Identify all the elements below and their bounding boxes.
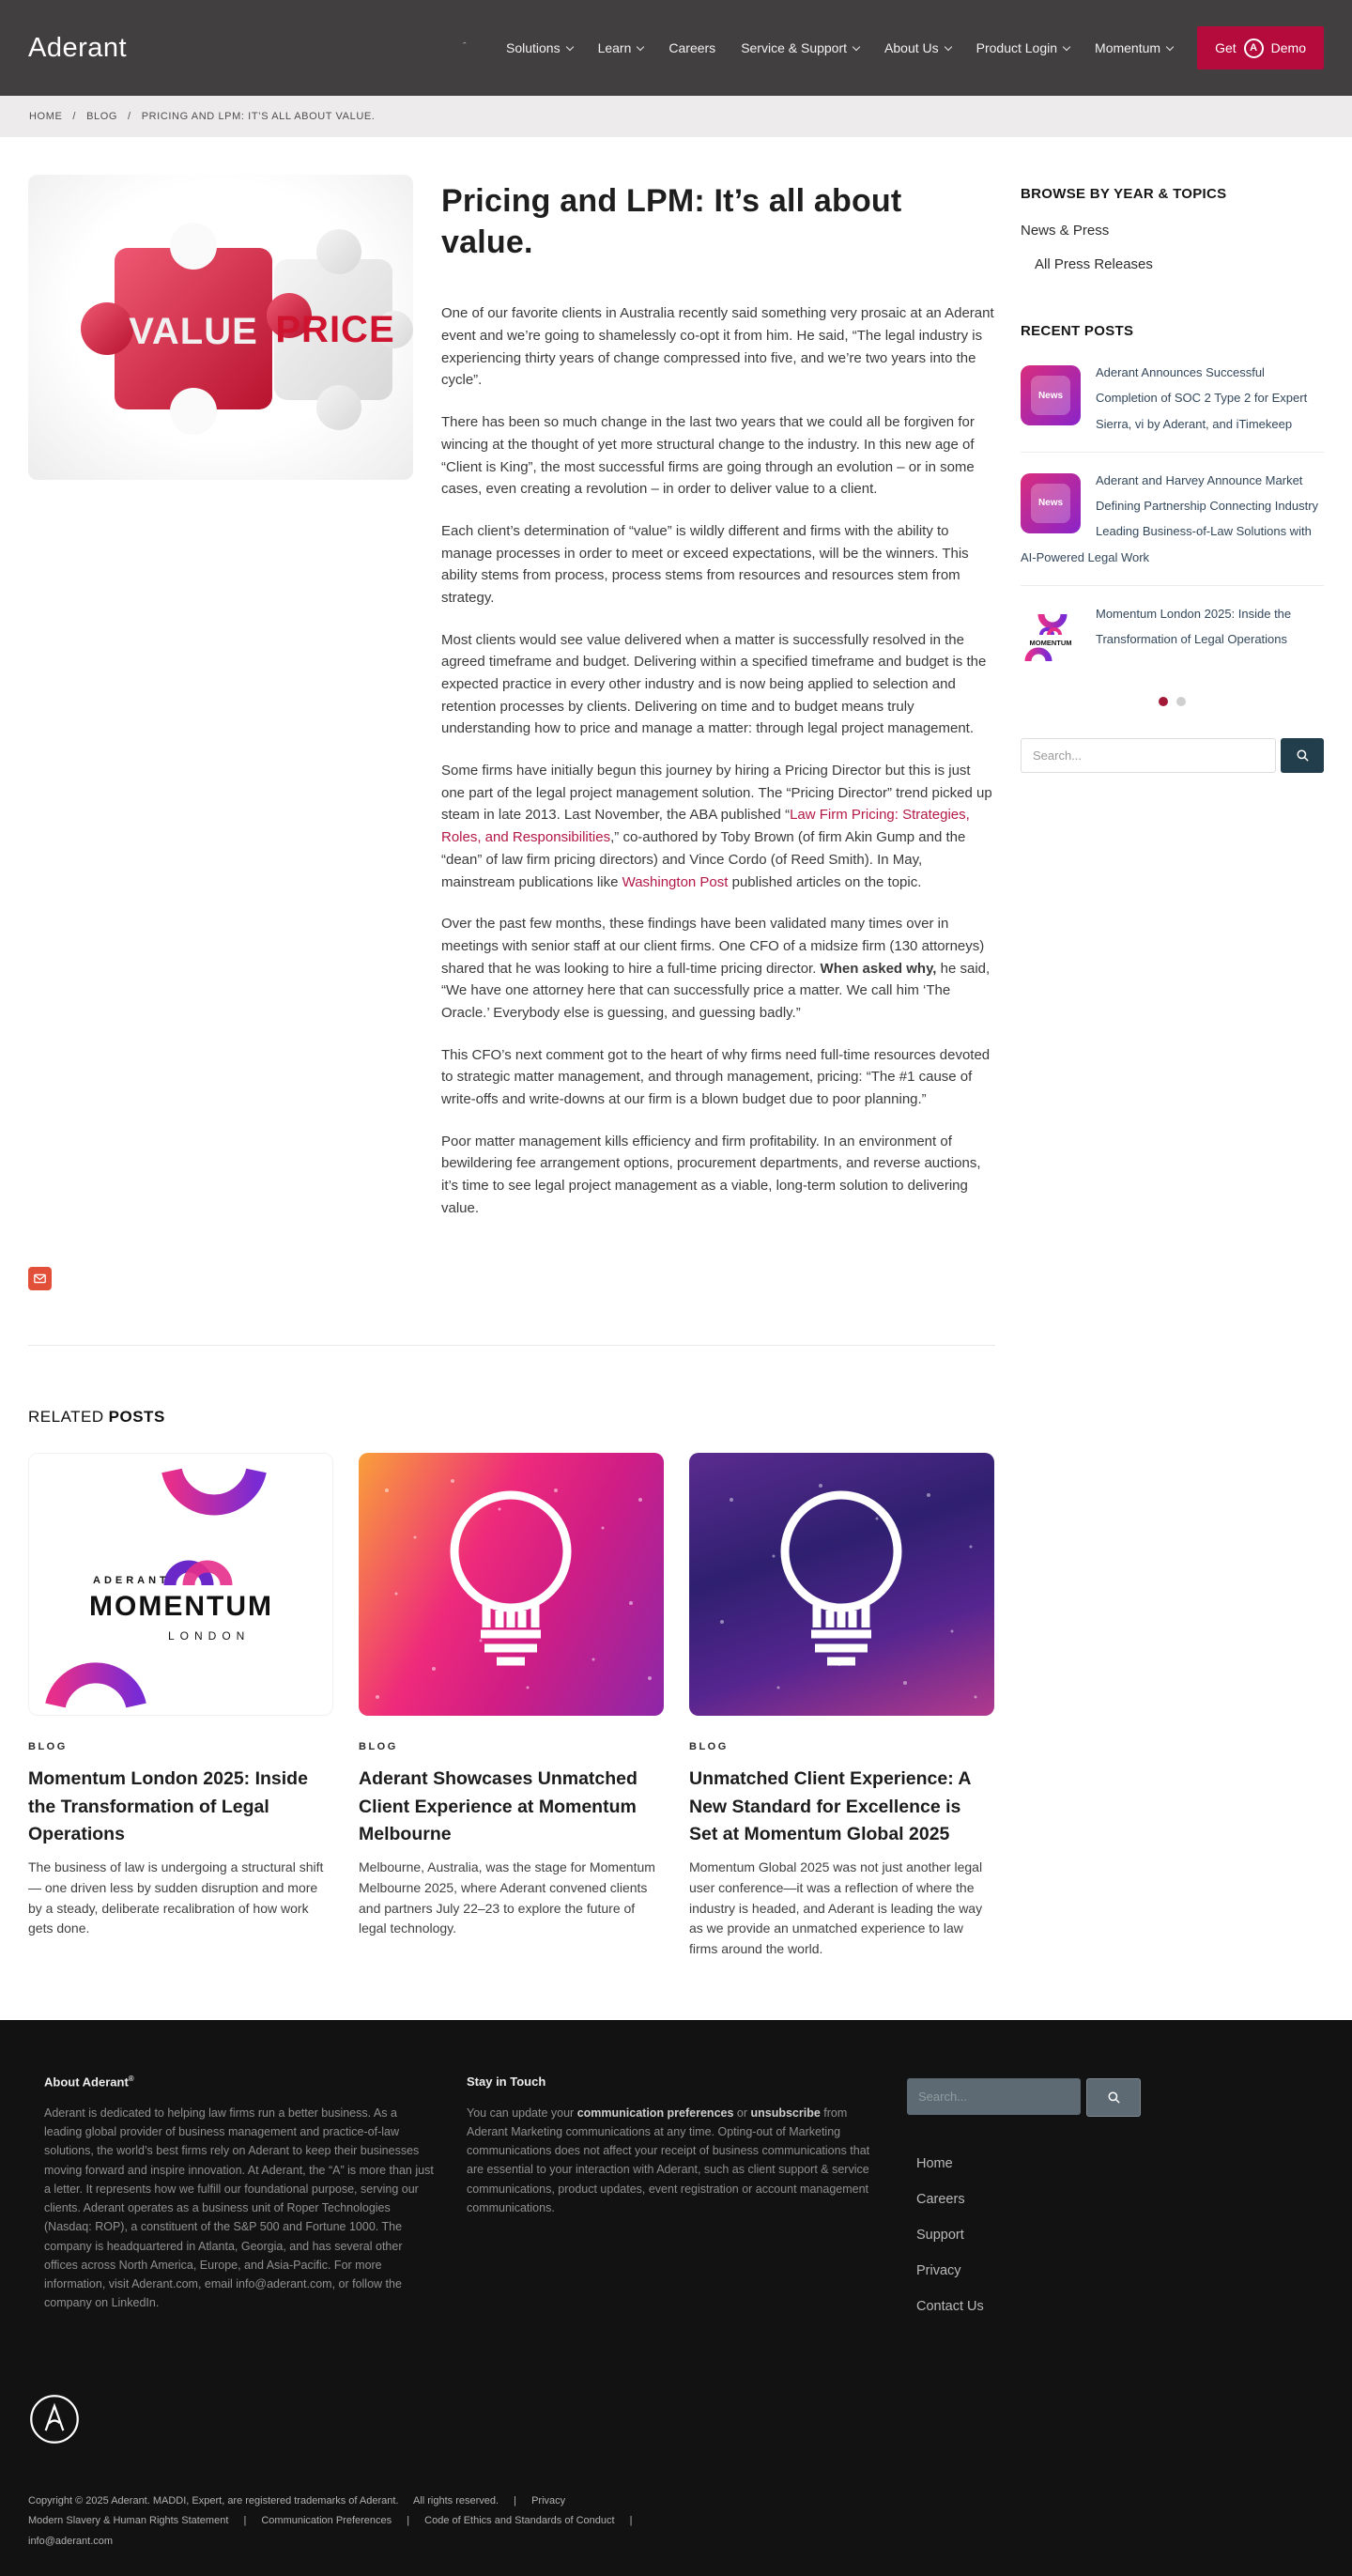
svg-text:VALUE: VALUE: [129, 311, 258, 352]
post-divider: [1021, 585, 1324, 586]
article-paragraph: There has been so much change in the last two years that we could all be forgiven for wincing at the thought of yet more structural change to the industry. In this new age of “Client is King”, the most successful firms are going through an evolution – or in some cases, even creating a revolution – in order to deliver value to a client.: [441, 414, 975, 498]
card-title-link[interactable]: Aderant Showcases Unmatched Client Experience at Momentum Melbourne: [359, 1768, 638, 1844]
nav-item-label: Product Login: [976, 40, 1058, 55]
article-paragraph: Some firms have initially begun this journey by hiring a Pricing Director but this is just one part of the legal project management solution. The “Pricing Director” trend picked up steam in late 2013. Last November, the ABA published “Law Firm Pricing: Strategies, Roles, and Responsibilities,” co-authored by Toby Brown (of firm Akin Gump and the “dean” of law firm pricing directors) and Vince Cordo (of Reed Smith). In May, mainstream publications like Washington Post published articles on the topic.: [441, 763, 992, 890]
svg-text:ADERANT: ADERANT: [93, 1575, 170, 1587]
related-post-card: [689, 1453, 994, 1959]
svg-text:PRICE: PRICE: [275, 309, 395, 350]
envelope-icon: [34, 1273, 46, 1285]
card-category-label: BLOG: [359, 1741, 398, 1753]
value-price-puzzle-illustration: [28, 175, 413, 480]
momentum-london-thumbnail: [1021, 607, 1081, 667]
footer-links-column: [907, 2075, 1308, 2335]
chevron-down-icon: [944, 42, 951, 50]
related-posts-heading: RELATED POSTS: [28, 1408, 165, 1427]
stay-in-touch-heading: Stay in Touch: [467, 2074, 546, 2089]
aderant-a-circle-logo[interactable]: [28, 2393, 81, 2445]
main-content: [0, 137, 1352, 1346]
card-category-label: BLOG: [689, 1741, 729, 1753]
related-post-card: [28, 1453, 333, 1959]
email-share-button[interactable]: [28, 1267, 52, 1290]
nav-item-label: Solutions: [505, 40, 561, 55]
recent-post-item[interactable]: [1021, 601, 1324, 671]
unsubscribe-link[interactable]: unsubscribe: [750, 2106, 821, 2120]
page-title: Pricing and LPM: It’s all about value.: [441, 183, 902, 261]
sidebar: [1021, 175, 1324, 1346]
copyright-text: Copyright © 2025 Aderant. MADDI, Expert, are registered trademarks of Aderant.: [28, 2494, 399, 2507]
chevron-down-icon: [853, 42, 860, 50]
footer: [0, 2020, 1352, 2576]
card-title-link[interactable]: Unmatched Client Experience: A New Standard for Excellence is Set at Momentum Global 2025: [689, 1768, 971, 1844]
post-divider: [1021, 452, 1324, 453]
footer-search-input[interactable]: [907, 2078, 1081, 2115]
card-excerpt: Melbourne, Australia, was the stage for Momentum Melbourne 2025, where Aderant convened clients and partners July 22–23 to explore the future of legal technology.: [359, 1859, 655, 1936]
aba-publication-link[interactable]: Law Firm Pricing: Strategies, Roles, and Responsibilities: [441, 807, 970, 846]
top-navbar: [0, 0, 1352, 96]
nav-item-learn[interactable]: [598, 40, 644, 55]
carousel-dot-1[interactable]: [1159, 697, 1168, 706]
footer-stay-in-touch-column: [467, 2075, 877, 2335]
about-heading: About Aderant®: [44, 2074, 134, 2089]
breadcrumb-separator: /: [72, 111, 77, 122]
browse-heading: BROWSE BY YEAR & TOPICS: [1021, 186, 1227, 202]
chevron-down-icon: [565, 42, 573, 50]
recent-post-item[interactable]: [1021, 360, 1324, 437]
footer-link-privacy[interactable]: Privacy: [916, 2262, 961, 2278]
momentum-london-card-image[interactable]: [28, 1453, 333, 1716]
breadcrumb-home[interactable]: HOME: [29, 111, 63, 122]
nav-item-label: Learn: [597, 40, 632, 55]
nav-item-about-us[interactable]: [884, 40, 951, 55]
sidebar-search: [1021, 738, 1324, 773]
footer-link-careers[interactable]: Careers: [916, 2191, 965, 2207]
footer-bottom: [0, 2335, 1352, 2576]
rights-text: All rights reserved.: [412, 2494, 499, 2507]
about-text: Aderant is dedicated to helping law firms run a better business. As a leading global provider of business management and practice-of-law solutions, the world’s best firms rely on Aderant to keep their businesses moving forward and inspire innovation. At Aderant, the “A” is more than just a letter. It represents how we fulfill our foundational purpose, serving our clients. Aderant operates as a business unit of Roper Technologies (Nasdaq: ROP), a constituent of the S&P 500 and Fortune 1000. The company is headquartered in Atlanta, Georgia, and has several other offices across North America, Europe, and Asia-Pacific. For more information, visit Aderant.com, email info@aderant.com, or follow the company on LinkedIn.: [44, 2106, 434, 2310]
card-excerpt: Momentum Global 2025 was not just another legal user conference—it was a reflection of where the industry is headed, and Aderant is leading the way as we provide an unmatched experience to law firms around the world.: [689, 1859, 983, 1956]
footer-search: [907, 2078, 1308, 2117]
breadcrumb: [0, 96, 1352, 137]
sidebar-link-all-press-releases[interactable]: All Press Releases: [1035, 256, 1153, 272]
aderant-logo[interactable]: Aderant: [28, 32, 128, 63]
recent-post-item[interactable]: [1021, 468, 1324, 570]
main-menu: [506, 40, 1173, 55]
article-column: [28, 175, 995, 1346]
section-divider: [28, 1345, 995, 1346]
momentum-london-logo: [29, 1454, 333, 1716]
momentum-logo-icon: [1021, 607, 1081, 667]
article-paragraph: One of our favorite clients in Australia recently said something very prosaic at an Aderant event and we’re going to shamelessly co-opt it from him. He said, “The legal industry is experiencing thirty years of change compressed into five, and we’re two years into the cycle”.: [441, 305, 994, 389]
search-button[interactable]: [1281, 738, 1324, 773]
breadcrumb-separator: /: [128, 111, 131, 122]
search-icon: [1296, 748, 1310, 763]
footer-nav: [907, 2156, 1308, 2314]
article-paragraph: Each client’s determination of “value” is wildly different and firms with the ability to manage processes in order to meet or exceed expectations, will be the winners. This ability stems from process, process stems from resources and resources stem from strategy.: [441, 522, 969, 606]
news-thumbnail: News: [1021, 365, 1081, 425]
recent-post-title: Aderant and Harvey Announce Market Defining Partnership Connecting Industry Leading Business-of-Law Solutions with AI-Powered Legal Work: [1021, 472, 1319, 564]
aderant-a-badge-icon: A: [1244, 39, 1264, 58]
stay-in-touch-text: You can update your communication preferences or unsubscribe from Aderant Marketing communications at any time. Opting-out of Marketing communications does not affect your receipt of business communications that are essential to your interaction with Aderant, such as client support & service communications, product updates, event registration or account management communications.: [467, 2106, 870, 2214]
email-link[interactable]: info@aderant.com: [28, 2535, 114, 2547]
footer-about-column: [44, 2075, 437, 2335]
breadcrumb-current: PRICING AND LPM: IT’S ALL ABOUT VALUE.: [141, 111, 376, 122]
nav-item-label: Momentum: [1095, 40, 1161, 55]
recent-post-title: Aderant Announces Successful Completion of SOC 2 Type 2 for Expert Sierra, vi by Aderant, and iTimekeep: [1096, 365, 1308, 431]
communication-preferences-footer-link[interactable]: Communication Preferences: [261, 2515, 392, 2527]
search-icon: [1107, 2090, 1121, 2105]
recent-post-title: Momentum London 2025: Inside the Transformation of Legal Operations: [1096, 607, 1292, 647]
nav-item-careers[interactable]: [668, 40, 715, 55]
svg-text:MOMENTUM: MOMENTUM: [1029, 639, 1072, 648]
card-title-link[interactable]: Momentum London 2025: Inside the Transformation of Legal Operations: [28, 1768, 308, 1844]
chevron-down-icon: [1063, 42, 1070, 50]
recent-posts-heading: RECENT POSTS: [1021, 323, 1134, 339]
nav-item-momentum[interactable]: [1095, 40, 1173, 55]
footer-link-home[interactable]: Home: [916, 2155, 953, 2171]
related-posts-section: [0, 1346, 1352, 1959]
card-excerpt: The business of law is undergoing a structural shift — one driven less by sudden disruption and more by a steady, deliberate recalibration of how work gets done.: [28, 1859, 324, 1936]
nav-collapsed-indicator: ˆ: [463, 41, 467, 53]
footer-search-button[interactable]: [1086, 2078, 1141, 2117]
chevron-down-icon: [637, 42, 644, 50]
carousel-dot-2[interactable]: [1176, 697, 1186, 706]
momentum-global-card-image[interactable]: [689, 1453, 994, 1716]
nav-item-service-support[interactable]: [741, 40, 859, 55]
washington-post-link[interactable]: Washington Post: [622, 873, 729, 890]
article-paragraph: This CFO’s next comment got to the heart of why firms need full-time resources devoted to strategic matter management, and through management, pricing: “The #1 cause of write-offs and write-downs at our firm is a blown budget due to poor planning.”: [441, 1046, 991, 1107]
code-of-ethics-link[interactable]: Code of Ethics and Standards of Conduct: [424, 2515, 615, 2527]
communication-preferences-link[interactable]: communication preferences: [576, 2106, 734, 2120]
nav-item-label: Careers: [668, 40, 716, 55]
article-paragraph: Poor matter management kills efficiency and firm profitability. In an environment of bewildering fee arrangement options, procurement departments, and reverse auctions, it’s time to see legal project management as a viable, long-term solution to delivering value.: [441, 1133, 981, 1216]
get-demo-button[interactable]: Get A Demo: [1197, 26, 1324, 69]
modern-slavery-link[interactable]: Modern Slavery & Human Rights Statement: [28, 2515, 229, 2527]
article-body: [441, 175, 995, 1239]
news-thumbnail: News: [1021, 473, 1081, 533]
article-paragraph: Most clients would see value delivered when a matter is successfully resolved in the agreed timeframe and budget. Delivering within a specified timeframe and budget is the expected practice in every other industry and is now being applied to selection and retention processes by clients. Delivering on time and to budget means truly understanding how to price and manage a matter: through legal project management.: [441, 631, 987, 737]
footer-link-support[interactable]: Support: [916, 2227, 964, 2243]
card-category-label: BLOG: [28, 1741, 68, 1753]
article-hero-image: [28, 175, 413, 480]
svg-text:LONDON: LONDON: [168, 1629, 251, 1643]
lightbulb-icon: [689, 1453, 994, 1716]
lightbulb-icon: [359, 1453, 664, 1716]
nav-item-label: Service & Support: [741, 40, 848, 55]
privacy-link[interactable]: Privacy: [531, 2494, 566, 2507]
copyright: Copyright © 2025 Aderant. MADDI, Expert, are registered trademarks of Aderant. All rights reserved. | Privacy Modern Slavery & Human Rights Statement | Communication Preferences | Code of Ethics and Standards of Conduct | info@aderant.com: [28, 2494, 633, 2547]
nav-item-solutions[interactable]: [506, 40, 573, 55]
footer-link-contact-us[interactable]: Contact Us: [916, 2298, 984, 2314]
sidebar-link-news-press[interactable]: News & Press: [1021, 223, 1110, 239]
nav-item-label: About Us: [884, 40, 939, 55]
article-paragraph: Over the past few months, these findings have been validated many times over in meetings with senior staff at our client firms. One CFO of a midsize firm (130 attorneys) shared that he was looking to hire a full-time pricing director. When asked why, he said, “We have one attorney here that can successfully price a matter. We call him ‘The Oracle.’ Everybody else is guessing, and guessing badly.”: [441, 916, 991, 1021]
related-post-card: [359, 1453, 664, 1959]
nav-item-product-login[interactable]: [976, 40, 1069, 55]
carousel-dots: [1021, 697, 1324, 706]
breadcrumb-blog[interactable]: BLOG: [86, 111, 118, 122]
search-input[interactable]: [1021, 738, 1276, 773]
momentum-melbourne-card-image[interactable]: [359, 1453, 664, 1716]
chevron-down-icon: [1166, 42, 1174, 50]
svg-text:MOMENTUM: MOMENTUM: [89, 1591, 273, 1623]
